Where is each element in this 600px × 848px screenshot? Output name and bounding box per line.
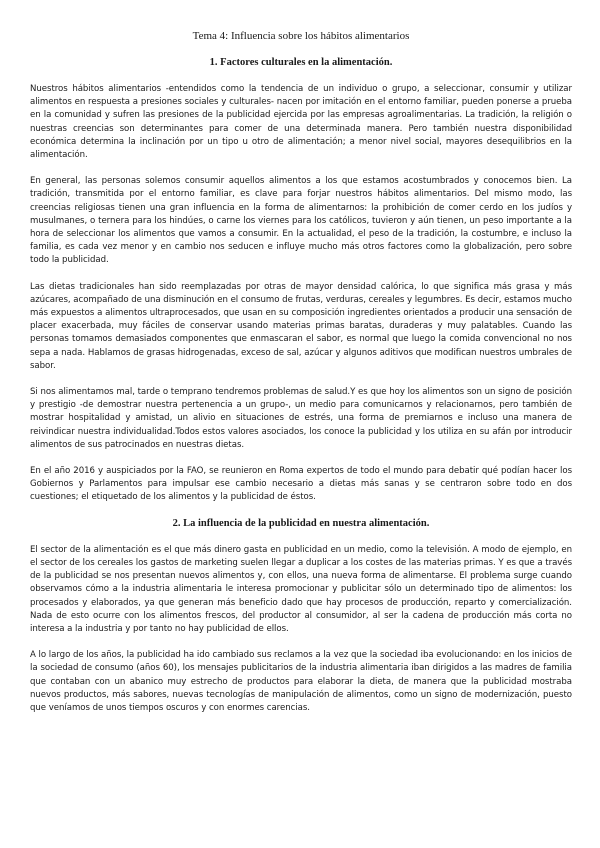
section-heading-1: 1. Factores culturales en la alimentación. [209, 57, 393, 68]
paragraph-1-5: En el año 2016 y auspiciados por la FAO, se reunieron en Roma expertos de todo el mundo para debatir qué podían hacer los Gobiernos y Parlamentos para impulsar ese cambio necesario a dietas más sanas y se centraron sobre todo en dos cuestiones; el etiquetado de los alimentos y la publicidad de éstos. [30, 466, 572, 503]
document-title: Tema 4: Influencia sobre los hábitos alimentarios [192, 30, 410, 42]
section-heading-2: 2. La influencia de la publicidad en nuestra alimentación. [172, 517, 430, 529]
paragraph-2-2: A lo largo de los años, la publicidad ha ido cambiado sus reclamos a la vez que la sociedad iba evolucionando: en los inicios de la sociedad de consumo (años 60), los mensajes publicitarios de la industria alimentaria iban dirigidos a las madres de familia que contaban con un abanico muy estrecho de productos para elaborar la dieta, de manera que la publicidad mostraba nuevos productos, más sabores, nuevas tecnologías de manipulación de alimentos, como un signo de modernización, puesto que veníamos de unos tiempos oscuros y con enormes carencias. [30, 650, 572, 713]
paragraph-1-3: Las dietas tradicionales han sido reemplazadas por otras de mayor densidad calórica, lo que significa más grasa y más azúcares, acompañado de una disminución en el consumo de frutas, verduras, cereales y legumbres. Es decir, estamos mucho más expuestos a alimentos ultraprocesados, que usan en su composición ingredientes orientados a producir una sensación de placer exacerbada, muy fáciles de conservar usando materias primas baratas, duraderas y muy palatables. Cuando las personas tomamos demasiados componentes que enmascaran el sabor, es normal que luego la comida convencional no nos sepa a nada. Hablamos de grasas hidrogenadas, exceso de sal, azúcar y algunos aditivos que modifican nuestros umbrales de sabor. [30, 281, 572, 371]
paragraph-1-4: Si nos alimentamos mal, tarde o temprano tendremos problemas de salud.Y es que hoy los alimentos son un signo de posición y prestigio -de demostrar nuestra pertenencia a un grupo-, un medio para comunicarnos y relacionarnos, pero también de mostrar hospitalidad y amistad, un alivio en situaciones de estrés, una forma de premiarnos e incluso una manera de reivindicar nuestra individualidad.Todos estos valores asociados, los conoce la publicidad y los utiliza en su afán por introducir alimentos de sus patrocinados en nuestras dietas. [30, 387, 572, 450]
document-page [30, 30, 572, 728]
paragraph-1-2: En general, las personas solemos consumir aquellos alimentos a los que estamos acostumbrados y conocemos bien. La tradición, transmitida por el entorno familiar, es clave para forjar nuestros hábitos alimentarios. Del mismo modo, las creencias religiosas tienen una gran influencia en la forma de alimentarnos: la prohibición de comer cerdo en los judíos y musulmanes, o ternera para los hindúes, o carne los viernes para los católicos, tuvieron y aún tienen, un peso importante a la hora de seleccionar los alimentos que vamos a consumir. En la actualidad, el peso de la tradición, la costumbre, e incluso la familia, es cada vez menor y en cambio nos seducen e influye mucho más otros factores como la globalización, pero sobre todo la publicidad. [30, 176, 572, 266]
paragraph-2-1: El sector de la alimentación es el que más dinero gasta en publicidad en un medio, como la televisión. A modo de ejemplo, en el sector de los cereales los gastos de marketing suelen llegar a duplicar a los costes de las materias primas. Y es que a través de la publicidad se nos presentan nuevos alimentos y, con ellos, una nueva forma de alimentarse. El problema surge cuando observamos cómo a la industria alimentaria le interesa promocionar y publicitar sólo un determinado tipo de alimentos: los procesados y elaborados, ya que generan más beneficio dado que hay procesos de producción, reparto y comercialización. Nada de esto ocurre con los alimentos frescos, del productor al consumidor, al ser la cadena de producción más corta no interesa a la industria y por tanto no hay publicidad de ellos. [30, 544, 572, 634]
paragraph-1-1: Nuestros hábitos alimentarios -entendidos como la tendencia de un individuo o grupo, a seleccionar, consumir y utilizar alimentos en respuesta a presiones sociales y culturales- nacen por imitación en el entorno familiar, pueden ponerse a prueba en la comunidad y sufren las presiones de la publicidad ejercida por las empresas agroalimentarias. La tradición, la religión o nuestras creencias son determinantes para comer de una determinada manera. Pero también nuestra disponibilidad económica determina la inclinación por un tipo u otro de alimentación; a menor nivel social, mayores desequilibrios en la alimentación. [30, 84, 572, 161]
